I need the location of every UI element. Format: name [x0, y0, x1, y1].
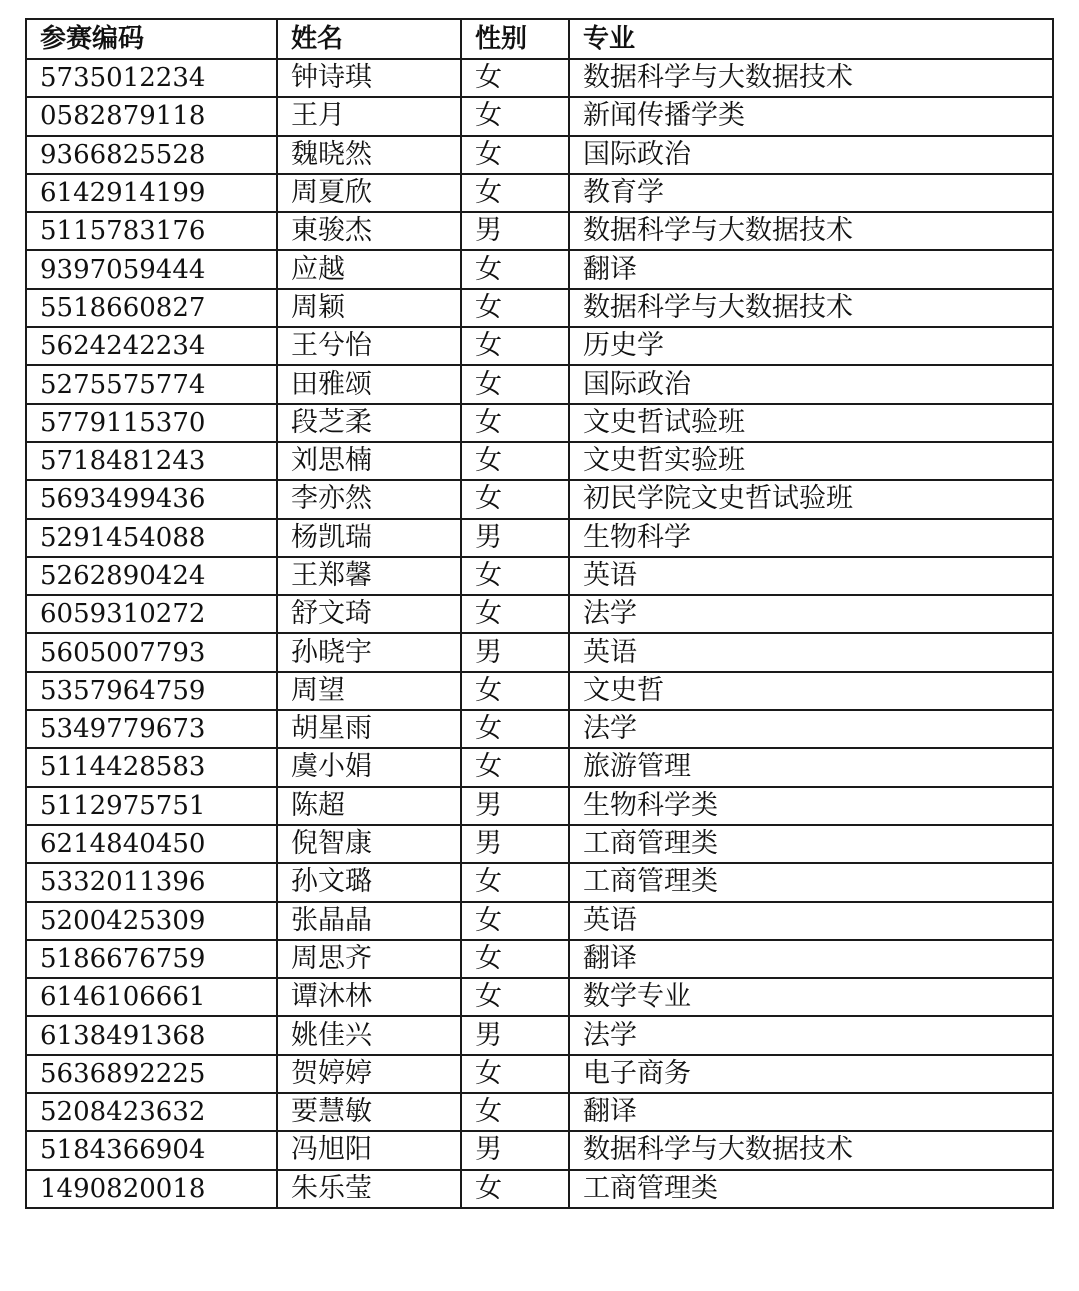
- cell-major: 数据科学与大数据技术: [569, 1131, 1053, 1169]
- cell-code: 5262890424: [26, 557, 277, 595]
- table-row: [26, 978, 1053, 1016]
- cell-major: 工商管理类: [569, 863, 1053, 901]
- cell-gender: 女: [461, 978, 569, 1016]
- cell-gender: 女: [461, 365, 569, 403]
- table-row: [26, 174, 1053, 212]
- cell-name: 田雅颂: [277, 365, 461, 403]
- cell-code: 6142914199: [26, 174, 277, 212]
- cell-major: 文史哲: [569, 672, 1053, 710]
- table-row: [26, 940, 1053, 978]
- cell-major: 国际政治: [569, 136, 1053, 174]
- cell-code: 1490820018: [26, 1170, 277, 1208]
- cell-gender: 男: [461, 519, 569, 557]
- cell-gender: 男: [461, 1016, 569, 1054]
- cell-gender: 女: [461, 136, 569, 174]
- cell-code: 5184366904: [26, 1131, 277, 1169]
- cell-gender: 女: [461, 710, 569, 748]
- cell-code: 5208423632: [26, 1093, 277, 1131]
- table-row: [26, 1093, 1053, 1131]
- cell-code: 5357964759: [26, 672, 277, 710]
- table-row: [26, 1170, 1053, 1208]
- cell-name: 应越: [277, 250, 461, 288]
- cell-gender: 女: [461, 480, 569, 518]
- table-row: [26, 519, 1053, 557]
- cell-name: 舒文琦: [277, 595, 461, 633]
- table-header-row: [26, 19, 1053, 59]
- cell-major: 生物科学: [569, 519, 1053, 557]
- cell-name: 虞小娟: [277, 748, 461, 786]
- cell-major: 英语: [569, 633, 1053, 671]
- cell-major: 翻译: [569, 1093, 1053, 1131]
- cell-gender: 男: [461, 1131, 569, 1169]
- cell-gender: 女: [461, 97, 569, 135]
- table-row: [26, 1055, 1053, 1093]
- table-row: [26, 327, 1053, 365]
- cell-gender: 男: [461, 212, 569, 250]
- cell-code: 5718481243: [26, 442, 277, 480]
- cell-code: 9366825528: [26, 136, 277, 174]
- cell-major: 翻译: [569, 940, 1053, 978]
- cell-name: 東骏杰: [277, 212, 461, 250]
- cell-code: 5114428583: [26, 748, 277, 786]
- cell-gender: 女: [461, 672, 569, 710]
- roster-sheet: [25, 18, 1054, 1209]
- cell-name: 张晶晶: [277, 902, 461, 940]
- table-body: [26, 59, 1053, 1208]
- table-row: [26, 442, 1053, 480]
- cell-major: 国际政治: [569, 365, 1053, 403]
- cell-name: 王月: [277, 97, 461, 135]
- table-row: [26, 59, 1053, 97]
- table-row: [26, 557, 1053, 595]
- table-row: [26, 1131, 1053, 1169]
- cell-gender: 女: [461, 327, 569, 365]
- cell-gender: 女: [461, 557, 569, 595]
- cell-gender: 女: [461, 1055, 569, 1093]
- table-row: [26, 633, 1053, 671]
- cell-major: 数学专业: [569, 978, 1053, 1016]
- cell-gender: 女: [461, 595, 569, 633]
- table-row: [26, 250, 1053, 288]
- cell-code: 5636892225: [26, 1055, 277, 1093]
- cell-code: 5275575774: [26, 365, 277, 403]
- cell-major: 文史哲实验班: [569, 442, 1053, 480]
- cell-major: 法学: [569, 595, 1053, 633]
- cell-gender: 女: [461, 1170, 569, 1208]
- cell-name: 段芝柔: [277, 404, 461, 442]
- cell-name: 倪智康: [277, 825, 461, 863]
- table-row: [26, 902, 1053, 940]
- table-row: [26, 289, 1053, 327]
- cell-code: 5112975751: [26, 787, 277, 825]
- cell-name: 陈超: [277, 787, 461, 825]
- cell-major: 数据科学与大数据技术: [569, 212, 1053, 250]
- header-name: 姓名: [277, 19, 461, 59]
- cell-gender: 女: [461, 289, 569, 327]
- cell-name: 周思齐: [277, 940, 461, 978]
- header-code: 参赛编码: [26, 19, 277, 59]
- cell-code: 5291454088: [26, 519, 277, 557]
- cell-gender: 女: [461, 1093, 569, 1131]
- cell-name: 谭沐林: [277, 978, 461, 1016]
- cell-gender: 女: [461, 940, 569, 978]
- table-row: [26, 825, 1053, 863]
- cell-name: 周望: [277, 672, 461, 710]
- cell-gender: 女: [461, 404, 569, 442]
- cell-code: 6059310272: [26, 595, 277, 633]
- cell-major: 电子商务: [569, 1055, 1053, 1093]
- cell-major: 法学: [569, 710, 1053, 748]
- cell-code: 5605007793: [26, 633, 277, 671]
- cell-major: 初民学院文史哲试验班: [569, 480, 1053, 518]
- cell-code: 9397059444: [26, 250, 277, 288]
- cell-name: 刘思楠: [277, 442, 461, 480]
- cell-code: 5349779673: [26, 710, 277, 748]
- cell-major: 工商管理类: [569, 825, 1053, 863]
- cell-major: 数据科学与大数据技术: [569, 289, 1053, 327]
- cell-name: 王郑馨: [277, 557, 461, 595]
- cell-code: 5735012234: [26, 59, 277, 97]
- cell-name: 朱乐莹: [277, 1170, 461, 1208]
- cell-name: 王兮怡: [277, 327, 461, 365]
- table-row: [26, 710, 1053, 748]
- cell-major: 生物科学类: [569, 787, 1053, 825]
- cell-major: 数据科学与大数据技术: [569, 59, 1053, 97]
- table-row: [26, 404, 1053, 442]
- table-row: [26, 748, 1053, 786]
- cell-gender: 女: [461, 174, 569, 212]
- table-row: [26, 97, 1053, 135]
- table-row: [26, 136, 1053, 174]
- cell-major: 英语: [569, 902, 1053, 940]
- cell-major: 教育学: [569, 174, 1053, 212]
- cell-code: 6146106661: [26, 978, 277, 1016]
- header-gender: 性别: [461, 19, 569, 59]
- cell-name: 姚佳兴: [277, 1016, 461, 1054]
- cell-gender: 女: [461, 250, 569, 288]
- table-row: [26, 212, 1053, 250]
- table-row: [26, 1016, 1053, 1054]
- cell-major: 翻译: [569, 250, 1053, 288]
- cell-code: 5518660827: [26, 289, 277, 327]
- cell-name: 钟诗琪: [277, 59, 461, 97]
- cell-code: 5624242234: [26, 327, 277, 365]
- cell-name: 要慧敏: [277, 1093, 461, 1131]
- cell-gender: 女: [461, 442, 569, 480]
- table-row: [26, 672, 1053, 710]
- cell-gender: 女: [461, 902, 569, 940]
- cell-major: 英语: [569, 557, 1053, 595]
- cell-code: 6138491368: [26, 1016, 277, 1054]
- cell-major: 工商管理类: [569, 1170, 1053, 1208]
- cell-name: 周夏欣: [277, 174, 461, 212]
- cell-gender: 男: [461, 787, 569, 825]
- cell-name: 胡星雨: [277, 710, 461, 748]
- cell-code: 0582879118: [26, 97, 277, 135]
- cell-name: 魏晓然: [277, 136, 461, 174]
- table-row: [26, 595, 1053, 633]
- cell-code: 5115783176: [26, 212, 277, 250]
- cell-major: 旅游管理: [569, 748, 1053, 786]
- cell-major: 文史哲试验班: [569, 404, 1053, 442]
- cell-gender: 女: [461, 59, 569, 97]
- table-row: [26, 863, 1053, 901]
- cell-gender: 女: [461, 863, 569, 901]
- cell-name: 冯旭阳: [277, 1131, 461, 1169]
- cell-gender: 女: [461, 748, 569, 786]
- header-major: 专业: [569, 19, 1053, 59]
- cell-major: 历史学: [569, 327, 1053, 365]
- cell-major: 法学: [569, 1016, 1053, 1054]
- cell-code: 5186676759: [26, 940, 277, 978]
- cell-name: 孙晓宇: [277, 633, 461, 671]
- cell-code: 5200425309: [26, 902, 277, 940]
- cell-gender: 男: [461, 633, 569, 671]
- cell-code: 5332011396: [26, 863, 277, 901]
- table-row: [26, 365, 1053, 403]
- table-row: [26, 480, 1053, 518]
- cell-gender: 男: [461, 825, 569, 863]
- cell-name: 李亦然: [277, 480, 461, 518]
- cell-major: 新闻传播学类: [569, 97, 1053, 135]
- cell-name: 周颖: [277, 289, 461, 327]
- cell-code: 5779115370: [26, 404, 277, 442]
- cell-name: 孙文璐: [277, 863, 461, 901]
- participant-table: [25, 18, 1054, 1209]
- table-row: [26, 787, 1053, 825]
- cell-name: 贺婷婷: [277, 1055, 461, 1093]
- cell-code: 6214840450: [26, 825, 277, 863]
- cell-name: 杨凯瑞: [277, 519, 461, 557]
- cell-code: 5693499436: [26, 480, 277, 518]
